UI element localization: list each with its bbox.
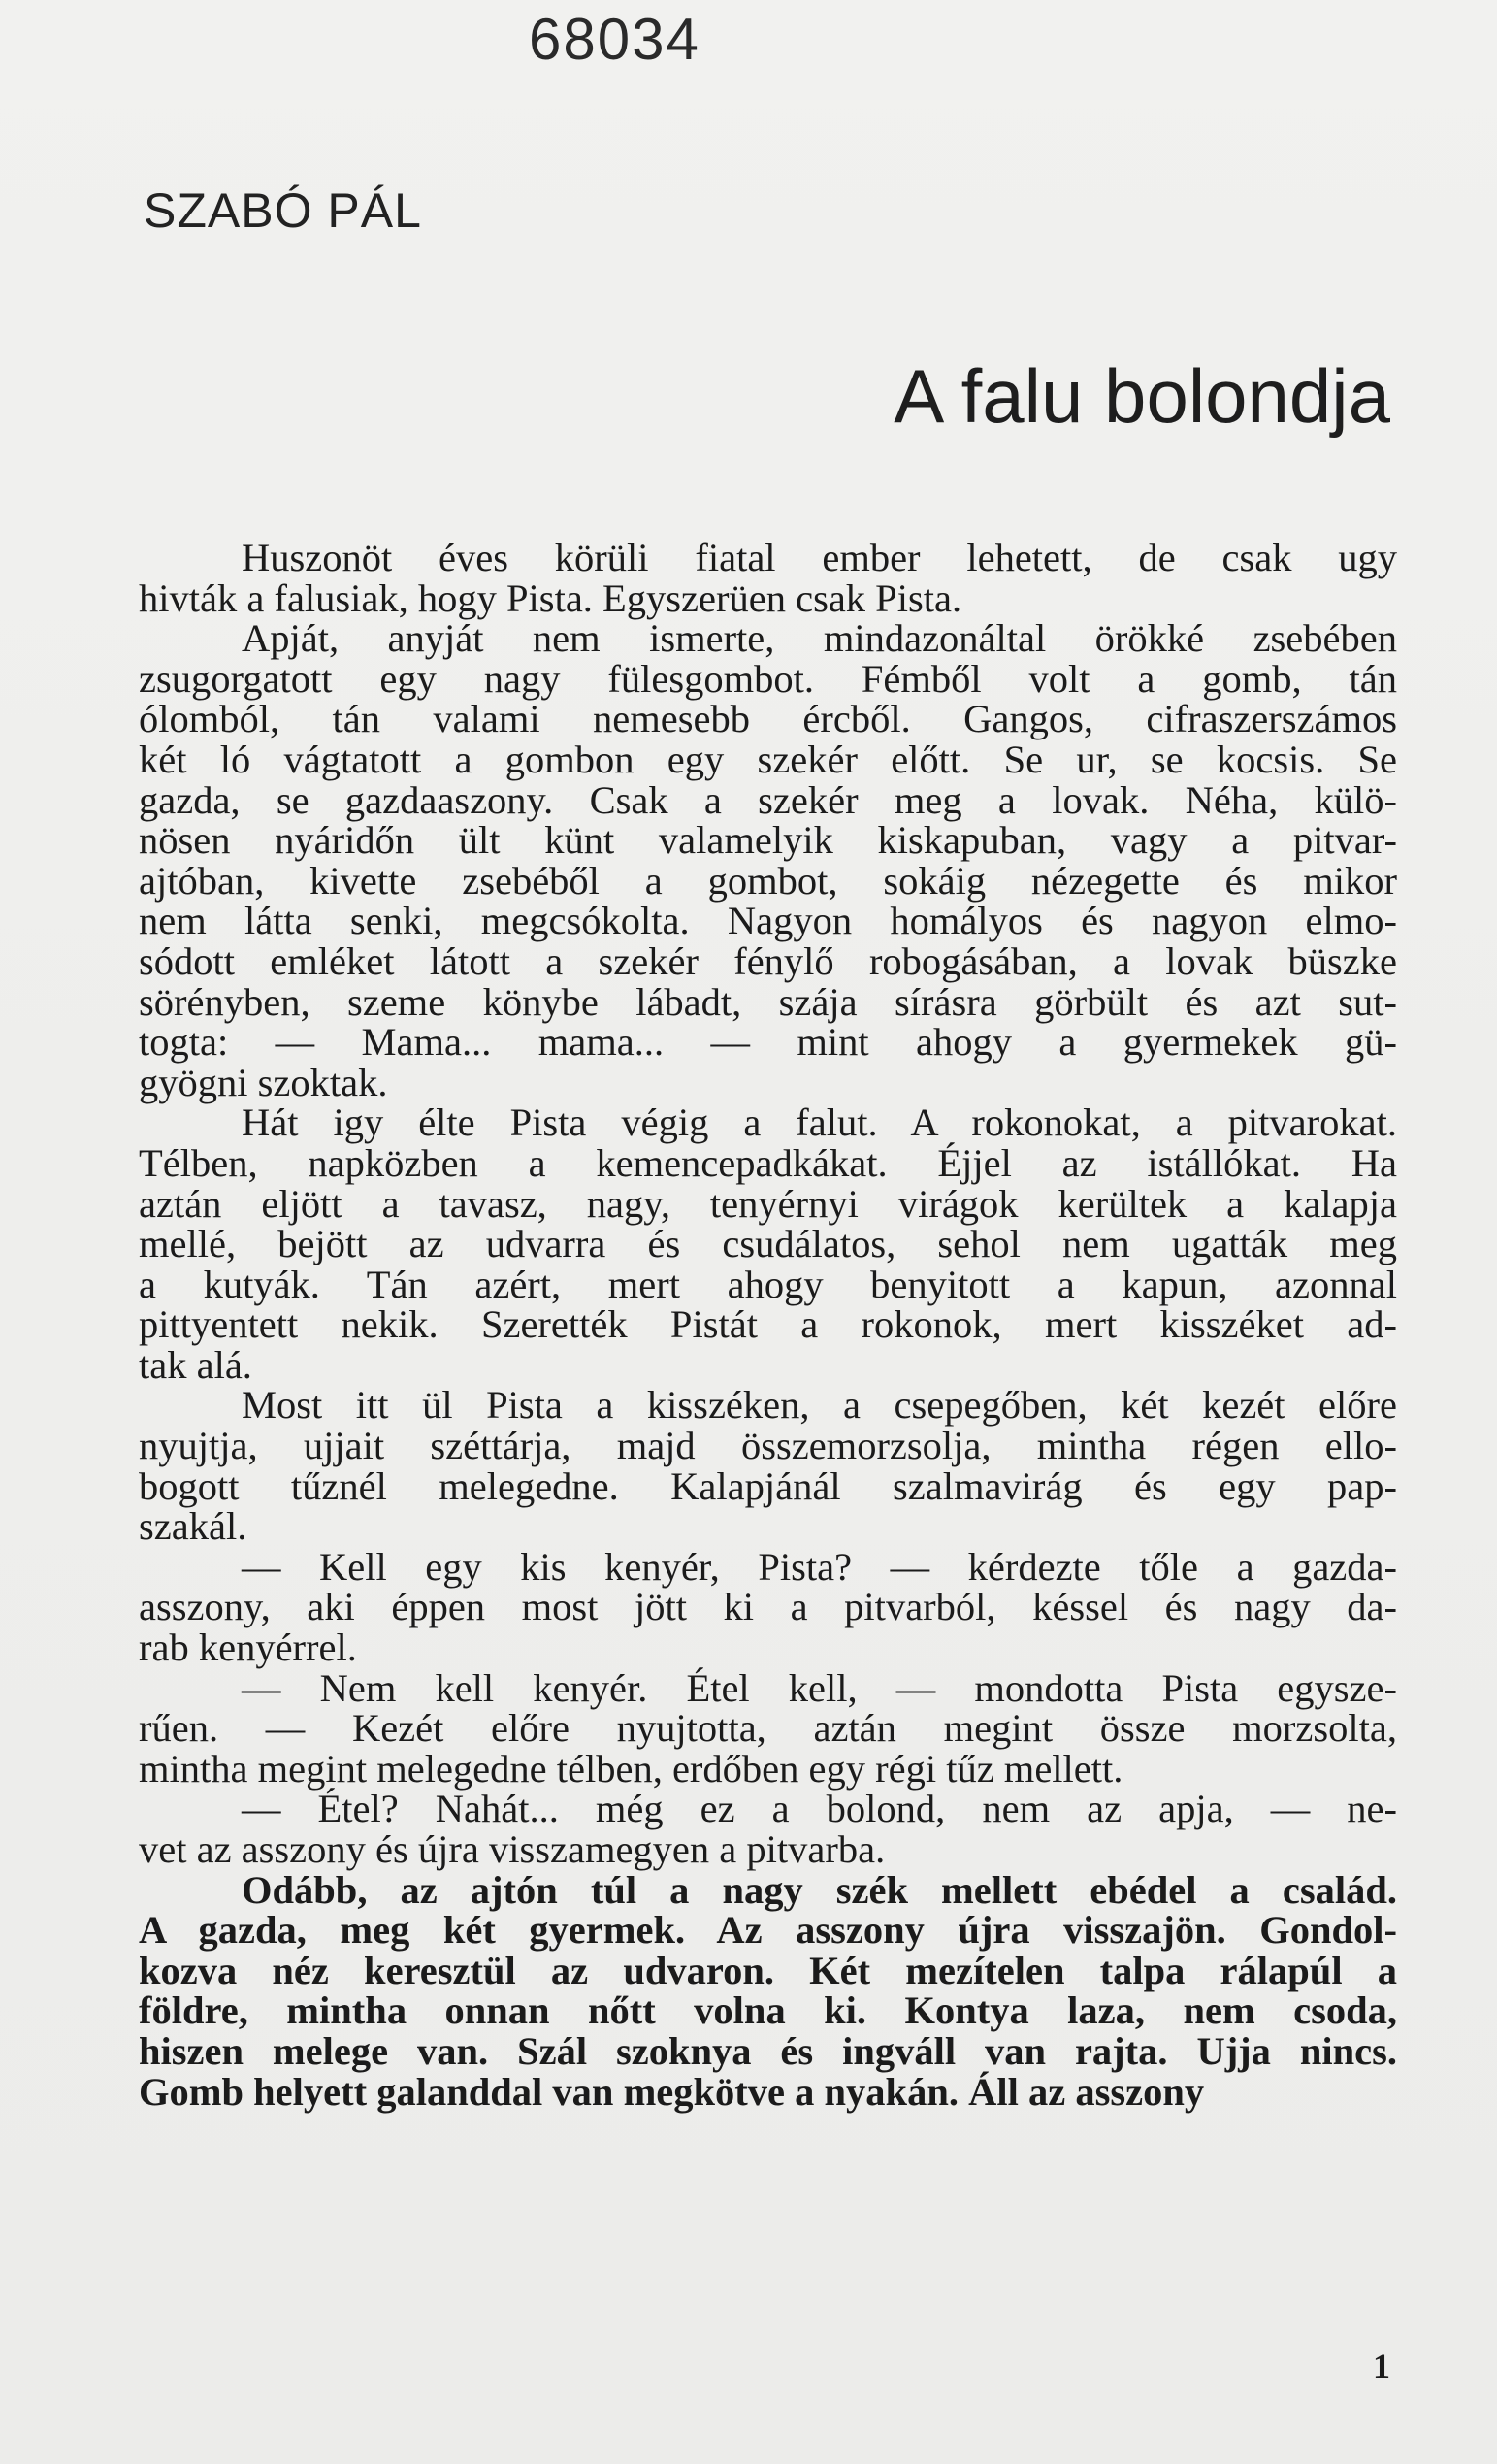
text-line: Hát igy élte Pista végig a falut. A rokonokat, a pitvarokat.	[242, 1101, 1397, 1145]
paragraph	[139, 1544, 1397, 1670]
page-number: 1	[1373, 2347, 1390, 2385]
text-line: — Kell egy kis kenyér, Pista? — kérdezte tőle a gazda-	[242, 1544, 1397, 1589]
story-title: A falu bolondja	[894, 353, 1390, 439]
text-line: Télben, napközben a kemencepadkákat. Éjjel az istállókat. Ha	[139, 1140, 1397, 1185]
text-line: Most itt ül Pista a kisszéken, a csepegőben, két kezét előre	[242, 1383, 1397, 1428]
paragraph	[139, 1383, 1397, 1549]
text-line: Odább, az ajtón túl a nagy szék mellett ebédel a család.	[242, 1867, 1397, 1912]
text-line: kozva néz keresztül az udvaron. Két mezítelen talpa rálapúl a	[139, 1948, 1397, 1992]
text-line: szakál.	[139, 1504, 247, 1549]
text-line: nösen nyáridőn ült künt valamelyik kiskapuban, vagy a pitvar-	[139, 818, 1397, 863]
text-line: Gomb helyett galanddal van megkötve a nyakán. Áll az asszony	[139, 2069, 1205, 2114]
text-line: hiszen melege van. Szál szoknya és ingváll van rajta. Ujja nincs.	[139, 2028, 1397, 2073]
text-line: togta: — Mama... mama... — mint ahogy a gyermekek gü-	[139, 1020, 1397, 1065]
text-line: — Étel? Nahát... még ez a bolond, nem az apja, — ne-	[242, 1787, 1397, 1831]
text-line: sörényben, szeme könybe lábadt, szája sírásra görbült és azt sut-	[139, 979, 1397, 1024]
text-line: ólomból, tán valami nemesebb ércből. Gangos, cifraszerszámos	[139, 697, 1397, 741]
text-line: tak alá.	[139, 1342, 252, 1387]
text-line: aztán eljött a tavasz, nagy, tenyérnyi virágok kerültek a kalapja	[139, 1181, 1397, 1226]
text-line: pittyentett nekik. Szerették Pistát a rokonok, mert kisszéket ad-	[139, 1302, 1397, 1347]
text-line: mellé, bejött az udvarra és csudálatos, sehol nem ugatták meg	[139, 1222, 1397, 1266]
inventory-number: 68034	[529, 7, 700, 72]
text-line: rűen. — Kezét előre nyujtotta, aztán megint össze morzsolta,	[139, 1706, 1397, 1751]
text-line: nem látta senki, megcsókolta. Nagyon homályos és nagyon elmo-	[139, 899, 1397, 943]
text-line: rab kenyérrel.	[139, 1626, 357, 1670]
text-line: hivták a falusiak, hogy Pista. Egyszerüen csak Pista.	[139, 575, 962, 620]
paragraph	[139, 1867, 1397, 2114]
text-line: gyögni szoktak.	[139, 1060, 388, 1104]
text-line: mintha megint melegedne télben, erdőben egy régi tűz mellett.	[139, 1746, 1123, 1791]
story-body	[139, 538, 1397, 2112]
text-line: asszony, aki éppen most jött ki a pitvarból, késsel és nagy da-	[139, 1585, 1397, 1629]
text-line: A gazda, meg két gyermek. Az asszony újra visszajön. Gondol-	[139, 1908, 1397, 1953]
paragraph	[139, 618, 1397, 1102]
text-line: Huszonöt éves körüli fiatal ember lehetett, de csak ugy	[242, 536, 1397, 579]
text-line: a kutyák. Tán azért, mert ahogy benyitott a kapun, azonnal	[139, 1262, 1397, 1306]
text-line: nyujtja, ujjait széttárja, majd összemorzsolja, mintha régen ello-	[139, 1424, 1397, 1468]
text-line: zsugorgatott egy nagy fülesgombot. Fémből volt a gomb, tán	[139, 656, 1397, 701]
text-line: — Nem kell kenyér. Étel kell, — mondotta Pista egysze-	[242, 1665, 1397, 1710]
text-line: ajtóban, kivette zsebéből a gombot, sokáig nézegette és mikor	[139, 858, 1397, 903]
text-line: bogott tűznél melegedne. Kalapjánál szalmavirág és egy pap-	[139, 1463, 1397, 1508]
text-line: gazda, se gazdaaszony. Csak a szekér meg a lovak. Néha, külö-	[139, 777, 1397, 822]
paragraph	[139, 1102, 1397, 1385]
paragraph	[139, 1789, 1397, 1869]
text-line: vet az asszony és újra visszamegyen a pitvarba.	[139, 1827, 886, 1871]
text-line: sódott emléket látott a szekér fénylő robogásában, a lovak büszke	[139, 938, 1397, 983]
paragraph	[139, 538, 1397, 618]
text-line: Apját, anyját nem ismerte, mindazonáltal örökké zsebében	[242, 616, 1397, 661]
paragraph	[139, 1665, 1397, 1791]
text-line: két ló vágtatott a gombon egy szekér előtt. Se ur, se kocsis. Se	[139, 737, 1397, 781]
author-name: SZABÓ PÁL	[144, 183, 422, 238]
text-line: földre, mintha onnan nőtt volna ki. Kontya laza, nem csoda,	[139, 1988, 1397, 2033]
